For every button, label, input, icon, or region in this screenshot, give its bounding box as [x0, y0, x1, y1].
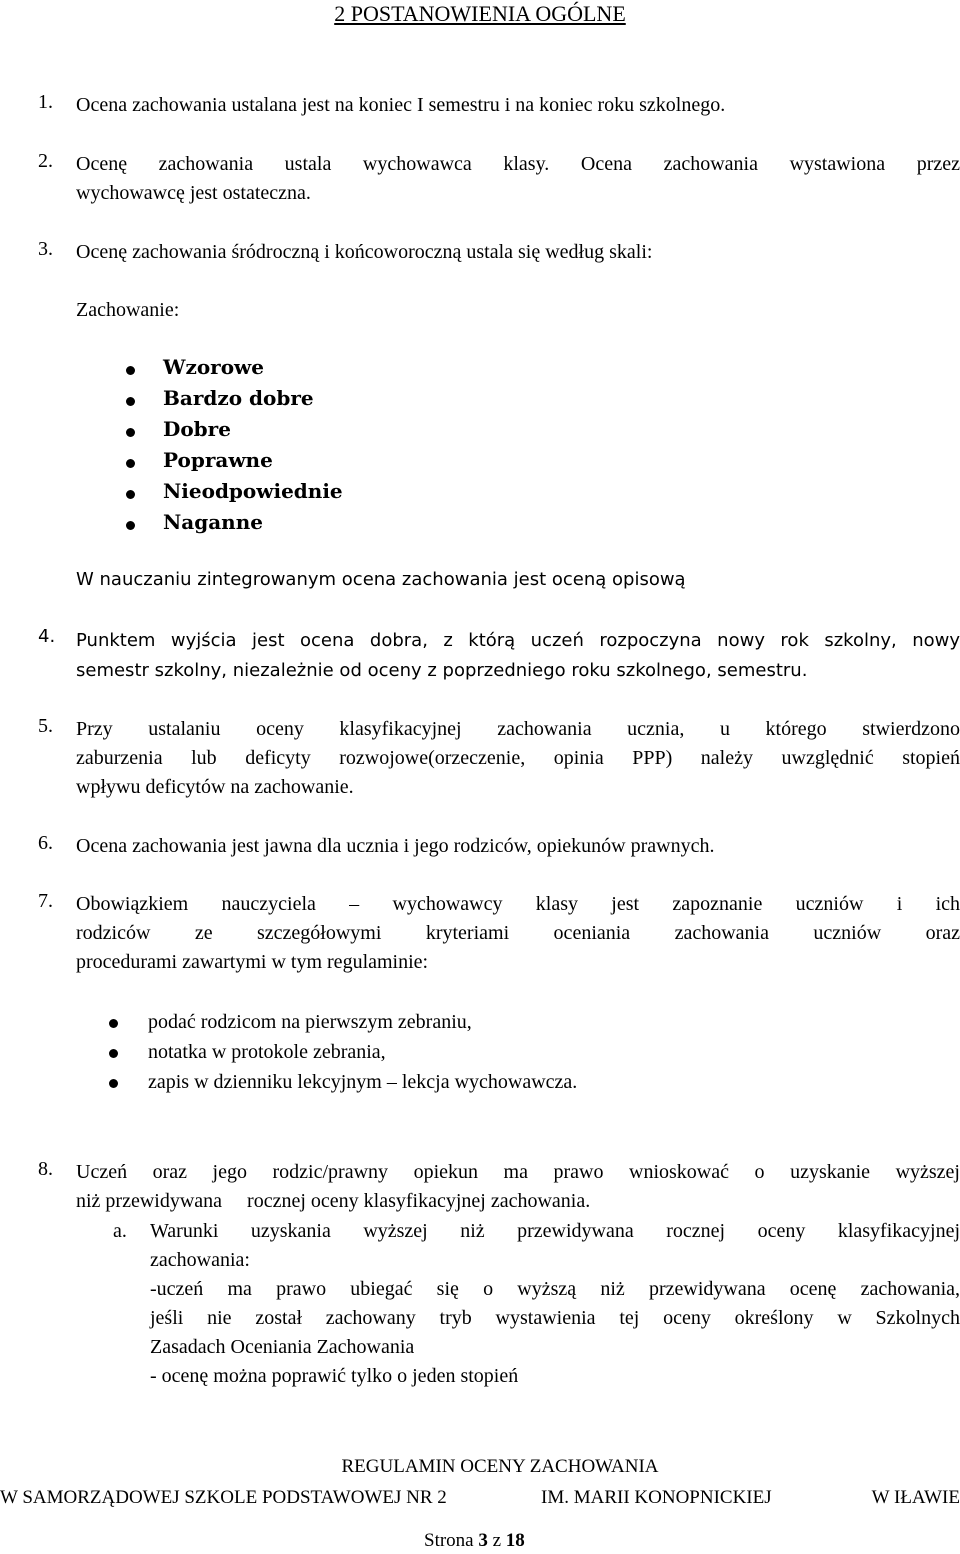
page-number: [424, 1530, 525, 1552]
scale-item: Dobre: [163, 417, 231, 441]
footer-title-text: REGULAMIN OCENY ZACHOWANIA: [341, 1456, 659, 1477]
item-number: 7.: [38, 890, 53, 912]
item-text: [76, 715, 960, 802]
item-number: 8.: [38, 1158, 53, 1180]
sub-item-a-line-3: -uczeń ma prawo ubiegać się o wyższą niż przewidywana ocenę zachowania,: [150, 1278, 960, 1300]
item-2-line-1: Ocenę zachowania ustala wychowawca klasy. Ocena zachowania wystawiona przez: [76, 153, 960, 175]
bullet-icon: [126, 490, 135, 499]
bullet-icon: [126, 428, 135, 437]
item-7-line-1: Obowiązkiem nauczyciela – wychowawcy klasy jest zapoznanie uczniów i ich: [76, 893, 960, 915]
bullet-icon: [126, 459, 135, 468]
item-number: 3.: [38, 238, 53, 260]
page-heading: [0, 1, 960, 27]
item-8-line-1: Uczeń oraz jego rodzic/prawny opiekun ma prawo wnioskować o uzyskanie wyższej: [76, 1161, 960, 1183]
item-text: [76, 626, 960, 686]
item-text: [76, 91, 960, 120]
item-4-line-1: Punktem wyjścia jest ocena dobra, z którą uczeń rozpoczyna nowy rok szkolny, nowy: [76, 630, 960, 651]
item-number: 4.: [38, 626, 56, 647]
bullet-icon: [109, 1049, 118, 1058]
item-7-line-3: procedurami zawartymi w tym regulaminie:: [76, 951, 429, 973]
scale-item: Nieodpowiednie: [163, 479, 343, 503]
sub-item-a-line-1: Warunki uzyskania wyższej niż przewidywana rocznej oceny klasyfikacyjnej: [150, 1220, 960, 1242]
bullet-icon: [126, 366, 135, 375]
footer-school: W SAMORZĄDOWEJ SZKOLE PODSTAWOWEJ NR 2: [0, 1487, 447, 1508]
scale-item: Naganne: [163, 510, 263, 534]
item-text: [76, 1158, 960, 1216]
bullet-icon: [126, 397, 135, 406]
page-current: 3: [478, 1530, 488, 1551]
sub-item-a-line-6: - ocenę można poprawić tylko o jeden stopień: [150, 1365, 519, 1387]
heading-text: 2 POSTANOWIENIA OGÓLNE: [334, 1, 626, 26]
item-text: [76, 150, 960, 208]
item-text: [76, 238, 960, 267]
item-text: [76, 890, 960, 977]
page-prefix: Strona: [424, 1530, 474, 1551]
sub-item-a-line-5: Zasadach Oceniania Zachowania: [150, 1336, 415, 1358]
sub-item-a-line-4: jeśli nie został zachowany tryb wystawienia tej oceny określony w Szkolnych: [150, 1307, 960, 1329]
item-5-line-3: wpływu deficytów na zachowanie.: [76, 776, 354, 798]
scale-item: Poprawne: [163, 448, 273, 472]
scale-item: Wzorowe: [163, 355, 264, 379]
bullet-icon: [126, 521, 135, 530]
item-7-line-2: rodziców ze szczegółowymi kryteriami oceniania zachowania uczniów oraz: [76, 922, 960, 944]
procedure-item: notatka w protokole zebrania,: [148, 1041, 386, 1063]
sub-item-a-line-2: zachowania:: [150, 1249, 250, 1271]
page-separator: z: [492, 1530, 502, 1551]
item-number: 6.: [38, 832, 53, 854]
item-text: [76, 832, 960, 861]
item-1-text: Ocena zachowania ustalana jest na koniec I semestru i na koniec roku szkolnego.: [76, 94, 726, 116]
item-number: 5.: [38, 715, 53, 737]
procedure-item: zapis w dzienniku lekcyjnym – lekcja wychowawcza.: [148, 1071, 578, 1093]
item-number: 2.: [38, 150, 53, 172]
footer-title: [0, 1456, 960, 1478]
procedure-item: podać rodzicom na pierwszym zebraniu,: [148, 1011, 472, 1033]
footer-city: W IŁAWIE: [871, 1487, 960, 1508]
sub-item-text: [150, 1217, 960, 1391]
item-5-line-2: zaburzenia lub deficyty rozwojowe(orzeczenie, opinia PPP) należy uwzględnić stopień: [76, 747, 960, 769]
footer-patron: IM. MARII KONOPNICKIEJ: [541, 1487, 772, 1508]
bullet-icon: [109, 1019, 118, 1028]
item-number: 1.: [38, 91, 53, 113]
bullet-icon: [109, 1079, 118, 1088]
item-4-line-2: semestr szkolny, niezależnie od oceny z poprzedniego roku szkolnego, semestru.: [76, 660, 808, 681]
item-5-line-1: Przy ustalaniu oceny klasyfikacyjnej zachowania ucznia, u którego stwierdzono: [76, 718, 960, 740]
integrated-note: W nauczaniu zintegrowanym ocena zachowania jest oceną opisową: [76, 569, 686, 590]
item-2-line-2: wychowawcę jest ostateczna.: [76, 182, 311, 204]
behavior-label: Zachowanie:: [76, 299, 180, 321]
item-8-line-2: niż przewidywana rocznej oceny klasyfikacyjnej zachowania.: [76, 1190, 591, 1212]
item-6-text: Ocena zachowania jest jawna dla ucznia i jego rodziców, opiekunów prawnych.: [76, 835, 715, 857]
scale-item: Bardzo dobre: [163, 386, 314, 410]
item-3-text: Ocenę zachowania śródroczną i końcoworoczną ustala się według skali:: [76, 241, 653, 263]
sub-item-letter: a.: [113, 1220, 127, 1242]
page-total: 18: [505, 1530, 525, 1551]
